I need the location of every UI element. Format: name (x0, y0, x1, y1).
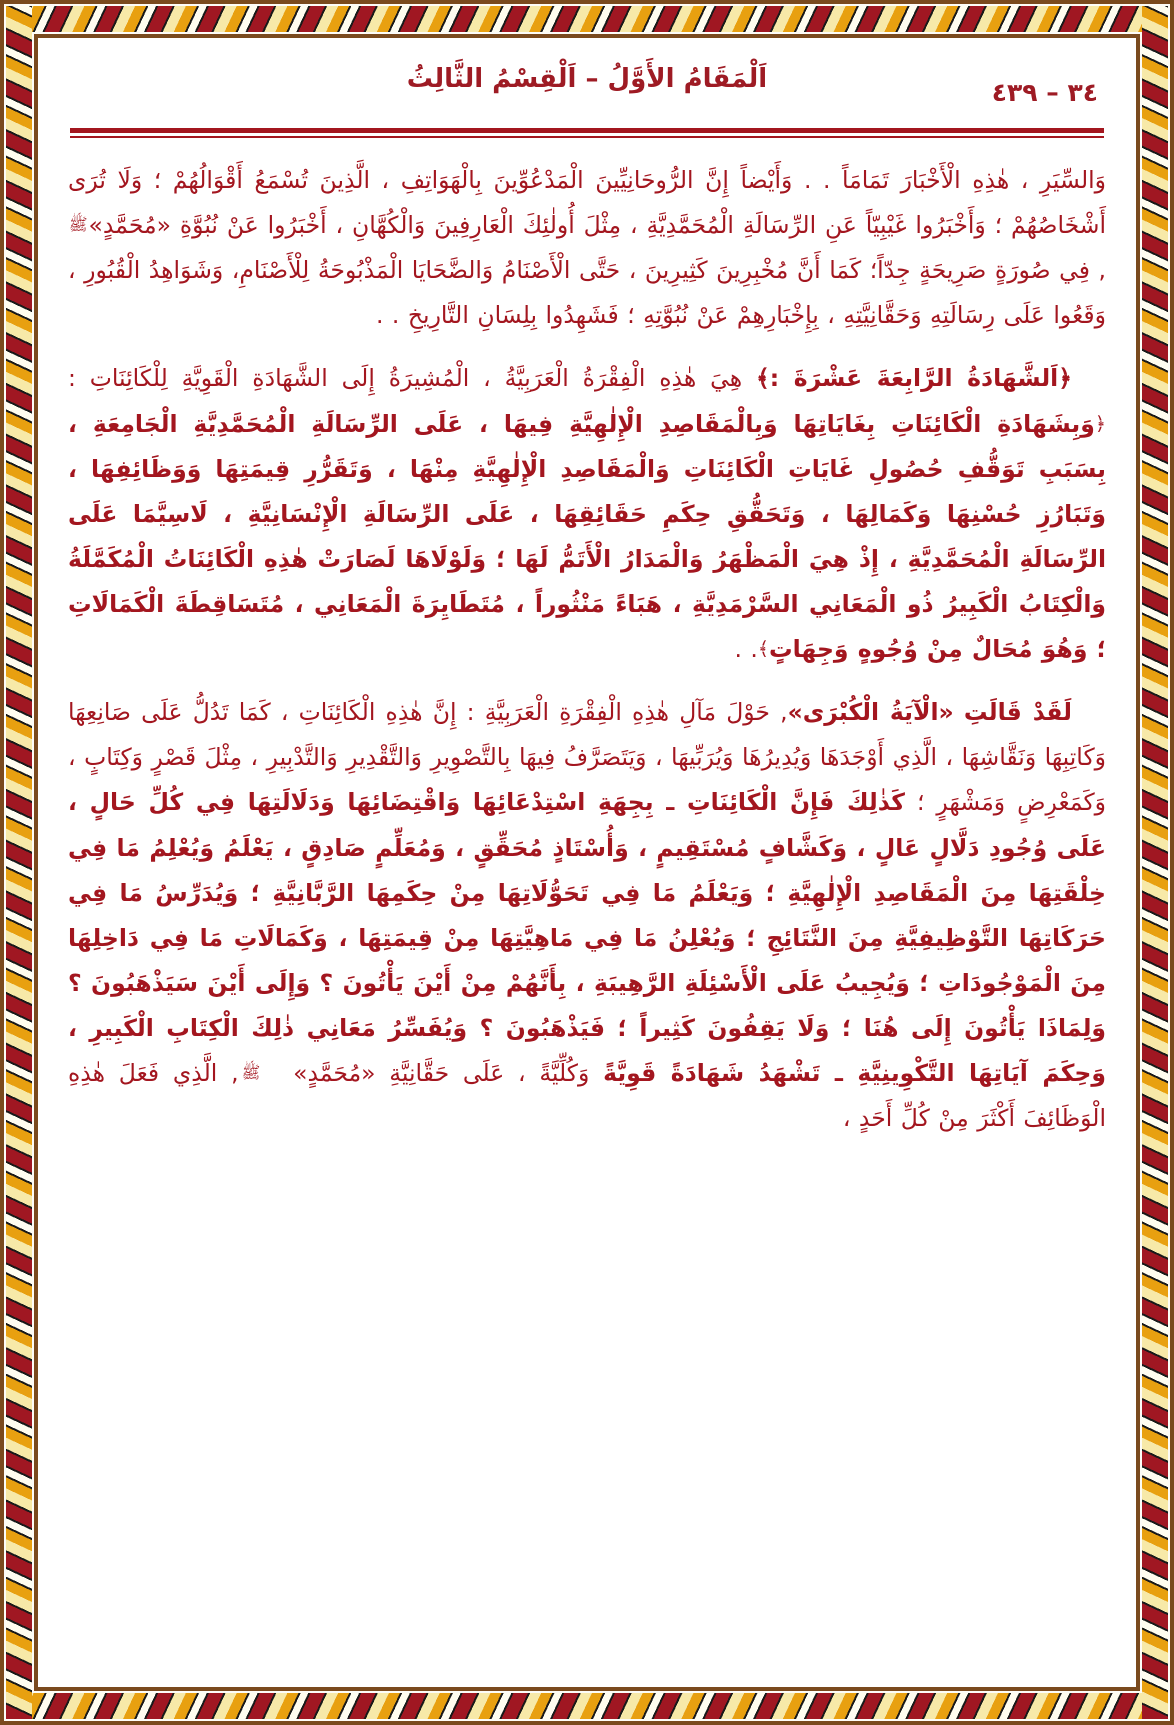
page-body (68, 158, 1106, 1141)
paragraph-spacer (68, 342, 1106, 356)
ayat-kubra-title: «الْآيَةُ الْكُبْرَى» (787, 698, 954, 727)
page-title: اَلْمَقَامُ الأَوَّلُ – اَلْقِسْمُ الثَّالِثُ (406, 64, 768, 94)
quote-close-bracket: ﴾ (757, 638, 770, 661)
paragraph-1-text-cont: , فِي صُورَةٍ صَرِيحَةٍ جِدّاً؛ كَمَا أَنَّ مُخْبِرِينَ كَثِيرِينَ ، حَتَّى الْأَصْنَامُ وَالضَّحَايَا الْمَذْبُوحَةُ لِلْأَصْنَامِ، وَشَوَاهِدُ الْقُبُورِ ، وَقَعُوا عَلَى رِسَالَتِهِ وَحَقَّانِيَّتِهِ ، بِإِخْبَارِهِمْ عَنْ نُبُوَّتِهِ ؛ فَشَهِدُوا بِلِسَانِ التَّارِيخِ . . (68, 256, 1106, 330)
paragraph-1-text: وَالسِّيَرِ ، هٰذِهِ الْأَخْبَارَ تَمَامَاً . . وَأَيْضاً إِنَّ الرُّوحَانِيِّينَ الْمَدْعُوِّينَ بِالْهَوَاتِفِ ، الَّذِينَ تُسْمَعُ أَقْوَالُهُمْ ؛ وَلَا تُرَى أَشْخَاصُهُمْ ؛ وَأَخْبَرُوا غَيْبِيّاً عَنِ الرِّسَالَةِ الْمُحَمَّدِيَّةِ ، مِثْلَ أُولٰئِكَ الْعَارِفِينَ وَالْكُهَّانِ ، أَخْبَرُوا عَنْ نُبُوَّةِ «مُحَمَّدٍ» (68, 166, 1106, 240)
border-braid-top (6, 6, 1168, 32)
testimony-heading: ﴿اَلشَّهَادَةُ الرَّابِعَةَ عَشْرَةَ :﴾ (755, 364, 1072, 393)
ayat-kubra-bold-passage: كَذٰلِكَ فَإِنَّ الْكَائِنَاتِ ـ بِجِهَةِ اسْتِدْعَائِهَا وَاقْتِضَائِهَا وَدَلَالَتِهَا فِي كُلِّ حَالٍ ، عَلَى وُجُودِ دَلَّالٍ عَالٍ ، وَكَشَّافٍ مُسْتَقِيمٍ ، وَأُسْتَاذٍ مُحَقِّقٍ ، وَمُعَلِّمٍ صَادِقٍ ، يَعْلَمُ وَيُعْلِمُ مَا فِي خِلْقَتِهَا مِنَ الْمَقَاصِدِ الْإِلٰهِيَّةِ ؛ وَيَعْلَمُ مَا فِي تَحَوُّلَاتِهَا مِنْ حِكَمِهَا الرَّبَّانِيَّةِ ؛ وَيُدَرِّسُ مَا فِي حَرَكَاتِهَا التَّوْظِيفِيَّةِ مِنَ النَّتَائِجِ ؛ وَيُعْلِنُ مَا فِي مَاهِيَّتِهَا مِنْ قِيمَتِهَا ، وَكَمَالَاتِ مَا فِي دَاخِلِهَا مِنَ الْمَوْجُودَاتِ ؛ وَيُجِيبُ عَلَى الْأَسْئِلَةِ الرَّهِيبَةِ ، بِأَنَّهُمْ مِنْ أَيْنَ يَأْتُونَ ؟ وَإِلَى أَيْنَ سَيَذْهَبُونَ ؟ وَلِمَاذَا يَأْتُونَ إِلَى هُنَا ؛ وَلَا يَقِفُونَ كَثِيراً ؛ فَيَذْهَبُونَ ؟ وَيُفَسِّرُ مَعَانِي ذٰلِكَ الْكِتَابِ الْكَبِيرِ ، وَحِكَمَ آيَاتِهَا التَّكْوِينِيَّةِ ـ تَشْهَدُ شَهَادَةً قَوِيَّةً (68, 788, 1106, 1088)
salawat-icon: ﷺ (69, 215, 88, 236)
ayat-kubra-tail-b: , الَّذِي فَعَلَ هٰذِهِ الْوَظَائِفَ أَكْثَرَ مِنْ كُلِّ أَحَدٍ ، (68, 1059, 1106, 1133)
ayat-kubra-lead: لَقَدْ قَالَتِ (963, 698, 1072, 727)
page-header (68, 64, 1106, 124)
border-braid-right (1142, 6, 1168, 1719)
page-content (46, 46, 1128, 1679)
ayat-kubra-text: , حَوْلَ مَآلِ هٰذِهِ الْفِقْرَةِ الْعَرَبِيَّةِ : إِنَّ هٰذِهِ الْكَائِنَاتِ ، كَمَا تَدُلُّ عَلَى صَانِعِهَا وَكَاتِبِهَا وَنَقَّاشِهَا ، الَّذِي أَوْجَدَهَا وَيُدِيرُهَا وَيُرَبِّيهَا ، وَيَتَصَرَّفُ فِيهَا بِالتَّصْوِيرِ وَالتَّقْدِيرِ وَالتَّدْبِيرِ ، مِثْلَ قَصْرٍ وَكِتَابٍ ، وَكَمَعْرِضٍ وَمَشْهَرٍ ؛ (68, 698, 1106, 817)
salawat-icon-2: ﷺ (241, 1063, 260, 1084)
paragraph-spacer-2 (68, 676, 1106, 690)
paragraph-continuation (68, 158, 1106, 338)
header-divider (70, 128, 1104, 138)
page-number: ٣٤ – ٤٣٩ (991, 78, 1098, 107)
paragraph-ayat-kubra (68, 690, 1106, 1141)
border-braid-bottom (6, 1693, 1168, 1719)
ayat-kubra-tail-a: وَكُلِّيَّةً ، عَلَى حَقَّانِيَّةِ «مُحَمَّدٍ» (293, 1059, 590, 1088)
quote-open-bracket: ﴿ (1094, 412, 1106, 435)
arabic-quote-body: وَبِشَهَادَةِ الْكَائِنَاتِ بِغَايَاتِهَا وَبِالْمَقَاصِدِ الْإِلٰهِيَّةِ فِيهَا ، عَلَى الرِّسَالَةِ الْمُحَمَّدِيَّةِ الْجَامِعَةِ ، بِسَبَبِ تَوَقُّفِ حُصُولِ غَايَاتِ الْكَائِنَاتِ وَالْمَقَاصِدِ الْإِلٰهِيَّةِ مِنْهَا ، وَتَقَرُّرِ قِيمَتِهَا وَوَظَائِفِهَا ، وَتَبَارُزِ حُسْنِهَا وَكَمَالِهَا ، وَتَحَقُّقِ حِكَمِ حَقَائِقِهَا ، عَلَى الرِّسَالَةِ الْإِنْسَانِيَّةِ ، لَاسِيَّمَا عَلَى الرِّسَالَةِ الْمُحَمَّدِيَّةِ ، إِذْ هِيَ الْمَظْهَرُ وَالْمَدَارُ الْأَتَمُّ لَهَا ؛ وَلَوْلَاهَا لَصَارَتْ هٰذِهِ الْكَائِنَاتُ الْمُكَمَّلَةُ وَالْكِتَابُ الْكَبِيرُ ذُو الْمَعَانِي السَّرْمَدِيَّةِ ، هَبَاءً مَنْثُوراً ، مُتَطَايِرَةَ الْمَعَانِي ، مُتَسَاقِطَةَ الْكَمَالَاتِ ؛ وَهُوَ مُحَالٌ مِنْ وُجُوهٍ وَجِهَاتٍ (68, 409, 1106, 664)
quote-trailing-dots: . . (734, 635, 758, 664)
testimony-intro: هِيَ هٰذِهِ الْفِقْرَةُ الْعَرَبِيَّةُ ، الْمُشِيرَةُ إِلَى الشَّهَادَةِ الْقَوِيَّةِ لِلْكَائِنَاتِ : (68, 364, 743, 393)
border-braid-left (6, 6, 32, 1719)
paragraph-fourteenth-testimony (68, 356, 1106, 672)
